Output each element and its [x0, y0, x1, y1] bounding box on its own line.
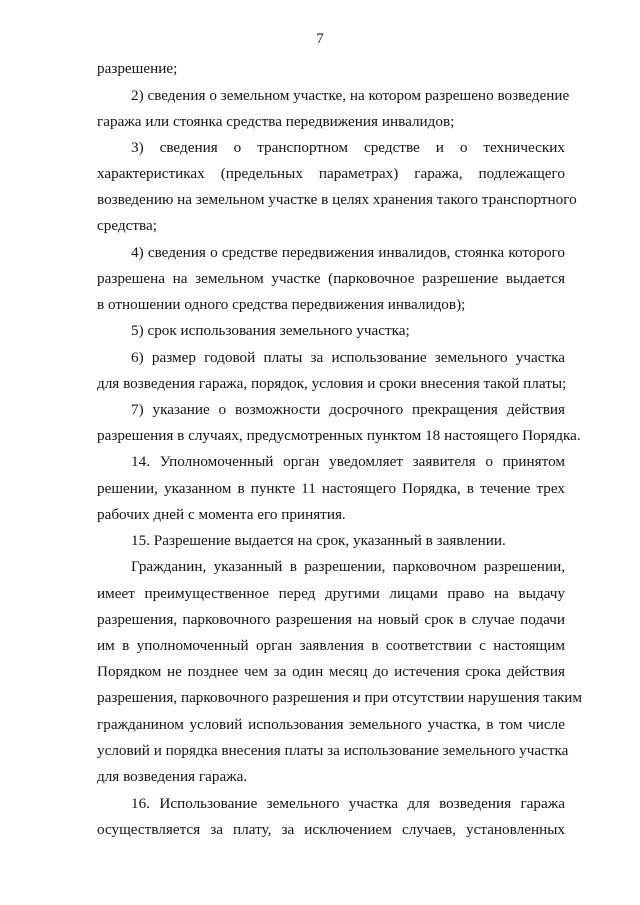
text-line: характеристиках (предельных параметрах) гаража, подлежащего: [97, 165, 565, 182]
text-line: рабочих дней с момента его принятия.: [97, 506, 346, 523]
text-line: средства;: [97, 217, 157, 234]
page-number: 7: [316, 31, 324, 47]
text-line: разрешения, парковочного разрешения и при отсутствии нарушения таким: [97, 689, 582, 706]
text-line: 14. Уполномоченный орган уведомляет заявителя о принятом: [131, 453, 565, 470]
text-line: гаража или стоянка средства передвижения инвалидов;: [97, 113, 455, 130]
text-line: 15. Разрешение выдается на срок, указанный в заявлении.: [131, 532, 506, 549]
text-line: 2) сведения о земельном участке, на котором разрешено возведение: [131, 87, 570, 104]
text-line: гражданином условий использования земельного участка, в том числе: [97, 716, 565, 733]
text-line: имеет преимущественное перед другими лицами право на выдачу: [97, 585, 565, 602]
text-line: для возведения гаража, порядок, условия и сроки внесения такой платы;: [97, 375, 567, 392]
text-line: 6) размер годовой платы за использование земельного участка: [131, 349, 565, 366]
text-line: разрешена на земельном участке (парковочное разрешение выдается: [97, 270, 565, 287]
text-line: Порядком не позднее чем за один месяц до истечения срока действия: [97, 663, 565, 680]
text-line: осуществляется за плату, за исключением случаев, установленных: [97, 821, 565, 838]
text-line: им в уполномоченный орган заявления в соответствии с настоящим: [97, 637, 565, 654]
text-line: возведению на земельном участке в целях хранения такого транспортного: [97, 191, 577, 208]
text-line: для возведения гаража.: [97, 768, 248, 785]
text-line: 16. Использование земельного участка для возведения гаража: [131, 795, 565, 812]
text-line: Гражданин, указанный в разрешении, парковочном разрешении,: [131, 558, 565, 575]
text-line: условий и порядка внесения платы за использование земельного участка: [97, 742, 569, 759]
text-line: 3) сведения о транспортном средстве и о технических: [131, 139, 565, 156]
text-line: в отношении одного средства передвижения инвалидов);: [97, 296, 466, 313]
text-line: разрешение;: [97, 60, 178, 77]
text-line: разрешения, парковочного разрешения на новый срок в случае подачи: [97, 611, 565, 628]
text-line: 5) срок использования земельного участка;: [131, 322, 410, 339]
text-line: решении, указанном в пункте 11 настоящего Порядка, в течение трех: [97, 480, 565, 497]
text-line: 4) сведения о средстве передвижения инвалидов, стоянка которого: [131, 244, 565, 261]
text-line: 7) указание о возможности досрочного прекращения действия: [131, 401, 565, 418]
text-line: разрешения в случаях, предусмотренных пунктом 18 настоящего Порядка.: [97, 427, 581, 444]
